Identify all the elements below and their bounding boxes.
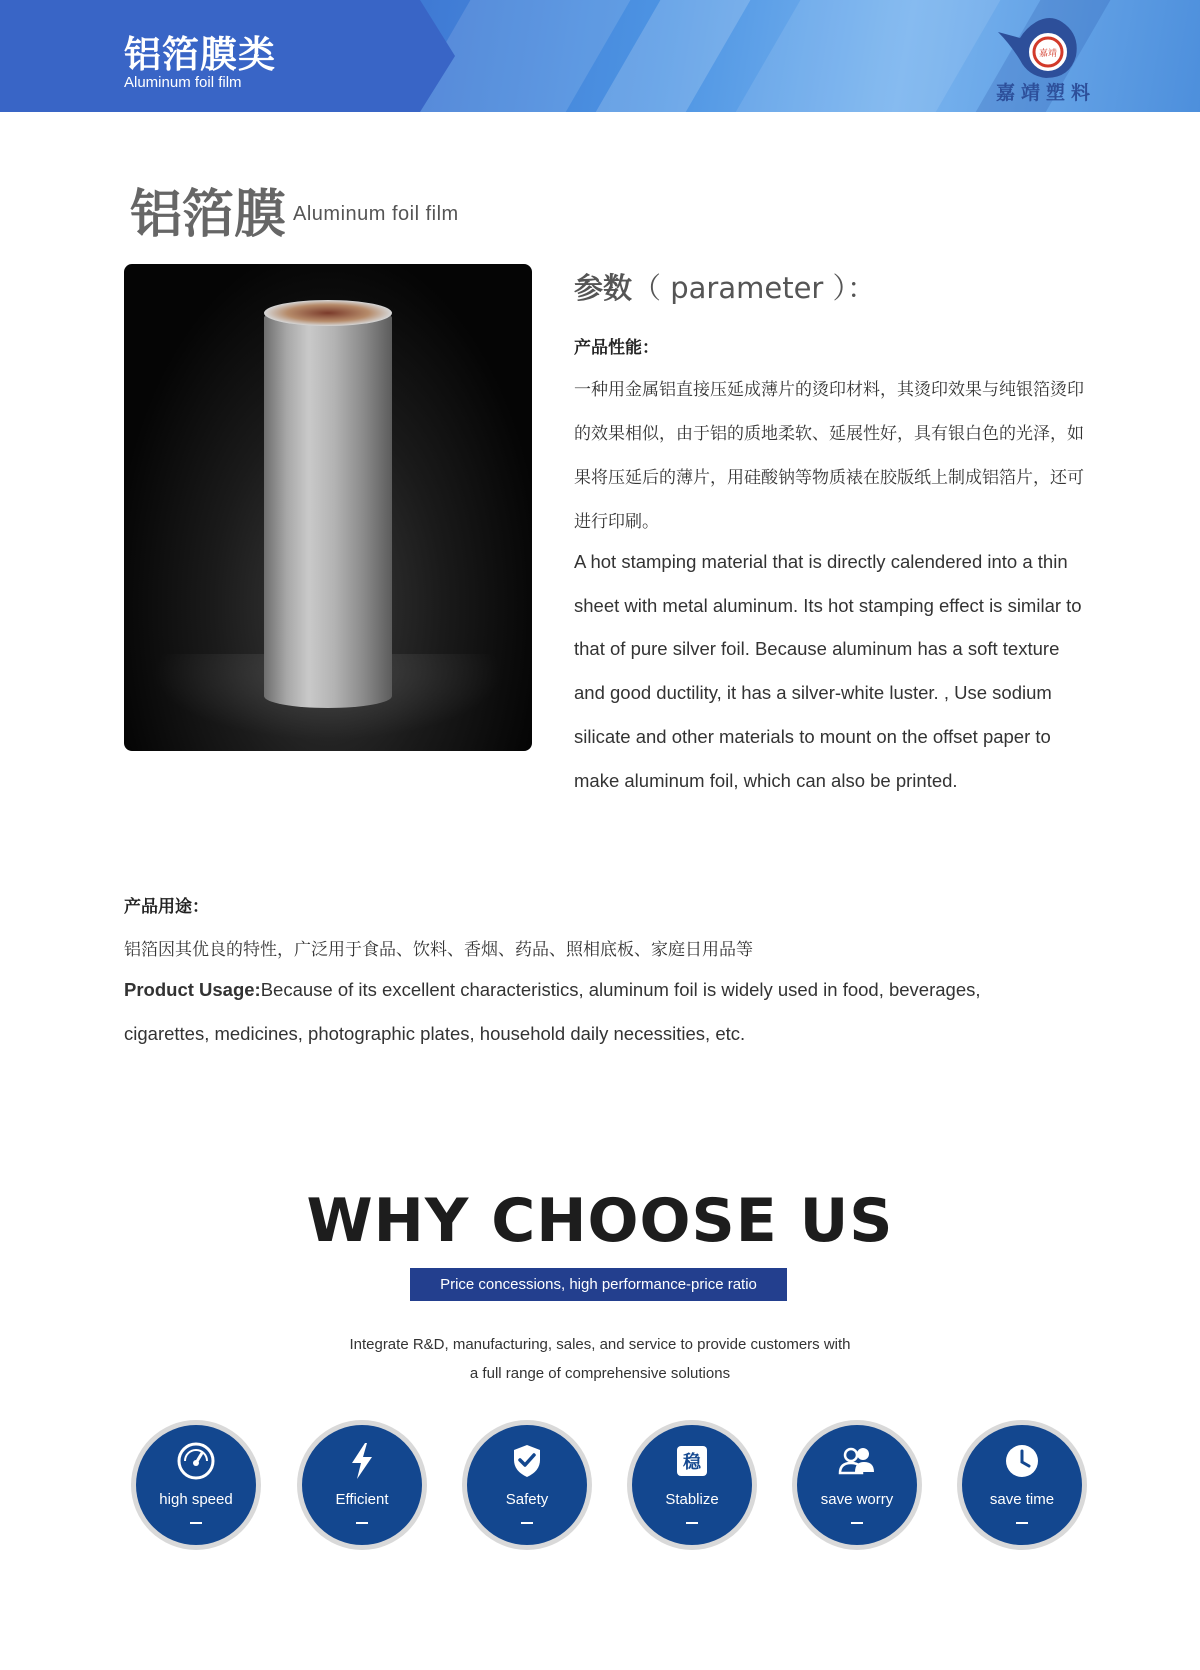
header-banner	[0, 0, 1200, 112]
performance-text-en: A hot stamping material that is directly calendered into a thin sheet with metal aluminum. Its hot stamping effect is similar to that of pure silver foil. Because aluminum has a soft texture and good ductility, it has a silver-white luster. , Use sodium silicate and other materials to mount on the offset paper to make aluminum foil, which can also be printed.	[574, 551, 1082, 791]
company-name: 嘉靖塑料	[996, 82, 1097, 104]
feature-stablize	[627, 1420, 757, 1550]
feature-label: save time	[989, 1491, 1055, 1508]
stable-badge-text: 稳	[683, 1452, 701, 1473]
feature-list	[131, 1420, 1091, 1552]
banner-stripe	[696, 0, 1023, 112]
usage-label: 产品用途：	[124, 897, 209, 917]
parameter-heading-cn: 参数	[574, 271, 633, 305]
product-subtitle: Aluminum foil film	[293, 203, 459, 225]
users-icon	[837, 1441, 877, 1481]
foil-roll-top	[264, 300, 392, 326]
parameter-heading-en: （ parameter ）：	[632, 271, 877, 305]
feature-dash	[686, 1522, 698, 1524]
why-description	[0, 1330, 1200, 1388]
feature-label: Efficient	[335, 1491, 389, 1508]
why-choose-us-title: WHY CHOOSE US	[306, 1186, 894, 1256]
feature-dash	[356, 1522, 368, 1524]
feature-dash	[851, 1522, 863, 1524]
shield-check-icon	[507, 1441, 547, 1481]
why-description-line: a full range of comprehensive solutions	[469, 1365, 731, 1382]
foil-roll	[264, 306, 392, 708]
feature-dash	[521, 1522, 533, 1524]
feature-dash	[190, 1522, 202, 1524]
parameter-heading	[574, 266, 876, 307]
feature-label: save worry	[820, 1491, 894, 1508]
performance-text-cn: 一种用金属铝直接压延成薄片的烫印材料，其烫印效果与纯银箔烫印的效果相似，由于铝的质地柔软、延展性好，具有银白色的光泽，如果将压延后的薄片，用硅酸钠等物质裱在胶版纸上制成铝箔片，还可进行印刷。	[574, 380, 1084, 532]
feature-save-worry	[792, 1420, 922, 1550]
banner-subtitle: Aluminum foil film	[124, 74, 242, 91]
banner-title: 铝箔膜类	[124, 33, 276, 76]
stable-badge-icon	[672, 1441, 712, 1481]
usage-text-en	[124, 968, 1054, 1056]
usage-body-en: Because of its excellent characteristics, aluminum foil is widely used in food, beverages, cigarettes, medicines, photographic plates, household daily necessities, etc.	[124, 979, 981, 1044]
why-description-line: Integrate R&D, manufacturing, sales, and service to provide customers with	[349, 1336, 851, 1353]
lightning-icon	[342, 1441, 382, 1481]
clock-icon	[1002, 1441, 1042, 1481]
feature-efficient	[297, 1420, 427, 1550]
logo-badge-text: 嘉靖	[1038, 49, 1058, 59]
usage-text-cn: 铝箔因其优良的特性，广泛用于食品、饮料、香烟、药品、照相底板、家庭日用品等	[124, 940, 753, 960]
speedometer-icon	[176, 1441, 216, 1481]
feature-label: Stablize	[665, 1491, 719, 1508]
why-tagline-bar: Price concessions, high performance-price ratio	[410, 1268, 787, 1301]
aluminum-foil-roll-photo	[124, 264, 532, 751]
usage-label-en: Product Usage:	[124, 979, 261, 1000]
product-title: 铝箔膜	[130, 185, 287, 245]
feature-save-time	[957, 1420, 1087, 1550]
feature-label: high speed	[159, 1491, 233, 1508]
feature-safety	[462, 1420, 592, 1550]
feature-high-speed	[131, 1420, 261, 1550]
feature-dash	[1016, 1522, 1028, 1524]
feature-label: Safety	[505, 1491, 549, 1508]
performance-label: 产品性能：	[574, 338, 659, 358]
